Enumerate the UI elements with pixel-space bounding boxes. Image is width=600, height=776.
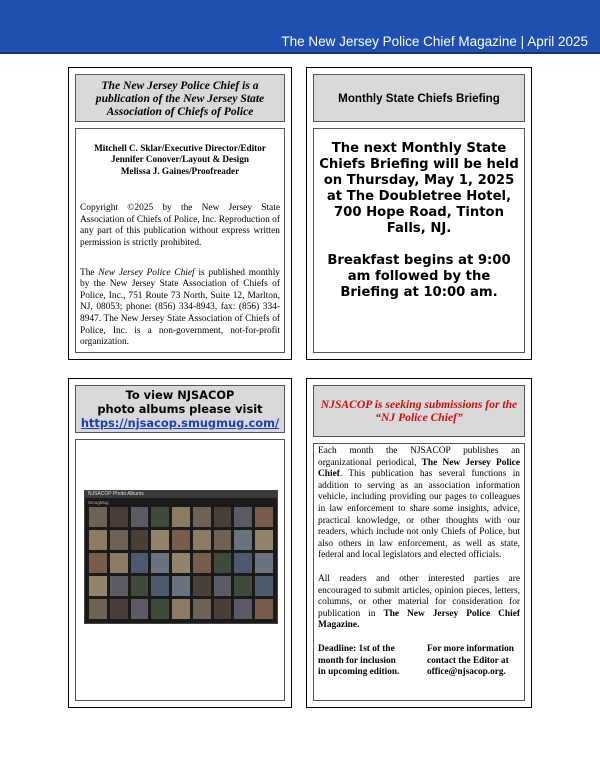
album-thumbnail[interactable] <box>110 576 128 596</box>
publication-statement <box>80 268 280 349</box>
album-thumbnail[interactable] <box>234 530 252 550</box>
album-thumbnail[interactable] <box>131 507 149 527</box>
album-thumbnail[interactable] <box>110 530 128 550</box>
album-thumbnail[interactable] <box>151 576 169 596</box>
submissions-paragraph-1 <box>318 446 520 562</box>
album-thumbnail[interactable] <box>131 576 149 596</box>
album-thumbnail[interactable] <box>89 599 107 619</box>
album-thumbnail[interactable] <box>151 553 169 573</box>
briefing-times: Breakfast begins at 9:00 am followed by the Briefing at 10:00 am. <box>327 253 511 300</box>
album-thumbnail[interactable] <box>172 576 190 596</box>
submissions-body <box>313 443 525 701</box>
album-thumbnail[interactable] <box>172 530 190 550</box>
album-thumbnail[interactable] <box>214 530 232 550</box>
staff-line: Jennifer Conover/Layout & Design <box>111 154 249 165</box>
album-thumbnail[interactable] <box>255 576 273 596</box>
album-thumbnail[interactable] <box>193 507 211 527</box>
deadline-line: month for inclusion <box>318 655 396 666</box>
album-thumbnail[interactable] <box>89 576 107 596</box>
album-thumbnail[interactable] <box>151 599 169 619</box>
header-band <box>0 0 600 54</box>
briefing-heading: Monthly State Chiefs Briefing <box>313 74 525 122</box>
album-thumbnail[interactable] <box>172 553 190 573</box>
album-thumbnail[interactable] <box>255 599 273 619</box>
album-thumbnail[interactable] <box>110 599 128 619</box>
briefing-body <box>313 128 525 353</box>
copyright-notice: Copyright ©2025 by the New Jersey State Association of Chiefs of Police, Inc. Reproduction of any part of this publication without express written permission is strictly prohibited. <box>80 203 280 248</box>
album-thumbnail[interactable] <box>234 553 252 573</box>
album-thumbnail[interactable] <box>193 599 211 619</box>
pub-rest: is published monthly by the New Jersey State Association of Chiefs of Police, Inc., 751 Route 73 North, Suite 12, Marlton, NJ, 08053; phone: (856) 334-8943, fax: (856) 334-8947. The New Jersey State Association of Chiefs of Police, Inc. is a non-government, not-for-profit organization. <box>80 267 280 348</box>
submissions-paragraph-2 <box>318 574 520 632</box>
photo-albums-body <box>75 439 285 701</box>
smugmug-link[interactable]: https://njsacop.smugmug.com/ <box>80 416 280 430</box>
album-thumbnail[interactable] <box>255 507 273 527</box>
photo-albums-box <box>68 378 292 708</box>
album-thumbnail[interactable] <box>214 599 232 619</box>
contact-line: contact the Editor at <box>427 655 509 666</box>
submissions-heading: NJSACOP is seeking submissions for the “NJ Police Chief” <box>313 385 525 437</box>
submissions-box <box>306 378 532 708</box>
album-thumbnail[interactable] <box>214 553 232 573</box>
album-thumbnail[interactable] <box>193 576 211 596</box>
album-thumbnail[interactable] <box>131 599 149 619</box>
album-thumbnail[interactable] <box>172 599 190 619</box>
album-thumbnail[interactable] <box>131 530 149 550</box>
staff-list <box>80 143 280 177</box>
photo-albums-screenshot[interactable] <box>84 490 278 624</box>
album-thumbnail[interactable] <box>193 530 211 550</box>
publication-info-body <box>75 128 285 353</box>
pub-pre: The <box>80 267 99 278</box>
contact-line: For more information <box>427 643 514 654</box>
magazine-issue-title: The New Jersey Police Chief Magazine | April 2025 <box>281 34 588 49</box>
briefing-box <box>306 67 532 360</box>
deadline-line: in upcoming edition. <box>318 667 400 678</box>
album-thumbnail[interactable] <box>131 553 149 573</box>
album-thumbnail[interactable] <box>110 553 128 573</box>
album-thumbnail[interactable] <box>110 507 128 527</box>
album-thumbnail[interactable] <box>214 576 232 596</box>
contact-info <box>419 644 520 679</box>
album-thumbnail[interactable] <box>255 553 273 573</box>
album-thumbnail[interactable] <box>234 576 252 596</box>
photo-albums-heading <box>75 385 285 433</box>
photo-heading-line2: photo albums please visit <box>97 402 263 416</box>
p2-bold: The New Jersey Police Chief Magazine. <box>318 608 520 631</box>
staff-line: Mitchell C. Sklar/Executive Director/Editor <box>94 143 266 153</box>
album-thumbnail[interactable] <box>255 530 273 550</box>
contact-email[interactable]: office@njsacop.org. <box>427 667 506 678</box>
staff-line: Melissa J. Gaines/Proofreader <box>120 165 240 176</box>
deadline-line: Deadline: 1st of the <box>318 643 395 654</box>
album-thumbnail[interactable] <box>214 507 232 527</box>
p1-text-b: . This publication has several functions in addition to serving as an association information vehicle, including providing our pages to colleagues in law enforcement to share some insights, advice, practical knowledge, or other thoughts with our readers, which include not only Chiefs of Police, but also others in law enforcement, as well as state, federal and local legislators and elected officials. <box>318 469 520 561</box>
album-title: NJSACOP Photo Albums <box>88 491 144 497</box>
album-thumbnail[interactable] <box>89 530 107 550</box>
publication-info-heading: The New Jersey Police Chief is a publication of the New Jersey State Association of Chiefs of Police <box>75 74 285 122</box>
deadline-info <box>318 644 419 679</box>
album-subtitle: SmugMug <box>88 500 109 505</box>
pub-title: New Jersey Police Chief <box>98 267 195 278</box>
p1-bold: The New Jersey Police Chief <box>318 457 520 480</box>
publication-info-box <box>68 67 292 360</box>
album-thumbnail[interactable] <box>89 507 107 527</box>
deadline-contact <box>318 644 520 679</box>
album-thumbnail[interactable] <box>151 530 169 550</box>
album-thumbnail[interactable] <box>234 507 252 527</box>
album-thumbnail[interactable] <box>193 553 211 573</box>
p2-text-a: All readers and other interested parties are encouraged to submit articles, opinion pieces, letters, columns, or other material for consideration for publication in <box>318 573 520 619</box>
album-thumbnail[interactable] <box>172 507 190 527</box>
briefing-schedule: The next Monthly State Chiefs Briefing will be held on Thursday, May 1, 2025 at The Doubletree Hotel, 700 Hope Road, Tinton Falls, NJ. <box>319 141 519 236</box>
album-thumbnail[interactable] <box>151 507 169 527</box>
album-thumbnail-grid <box>89 507 273 619</box>
album-thumbnail[interactable] <box>89 553 107 573</box>
album-thumbnail[interactable] <box>234 599 252 619</box>
p1-text-a: Each month the NJSACOP publishes an organizational periodical, <box>318 446 520 468</box>
photo-heading-line1: To view NJSACOP <box>125 388 235 402</box>
